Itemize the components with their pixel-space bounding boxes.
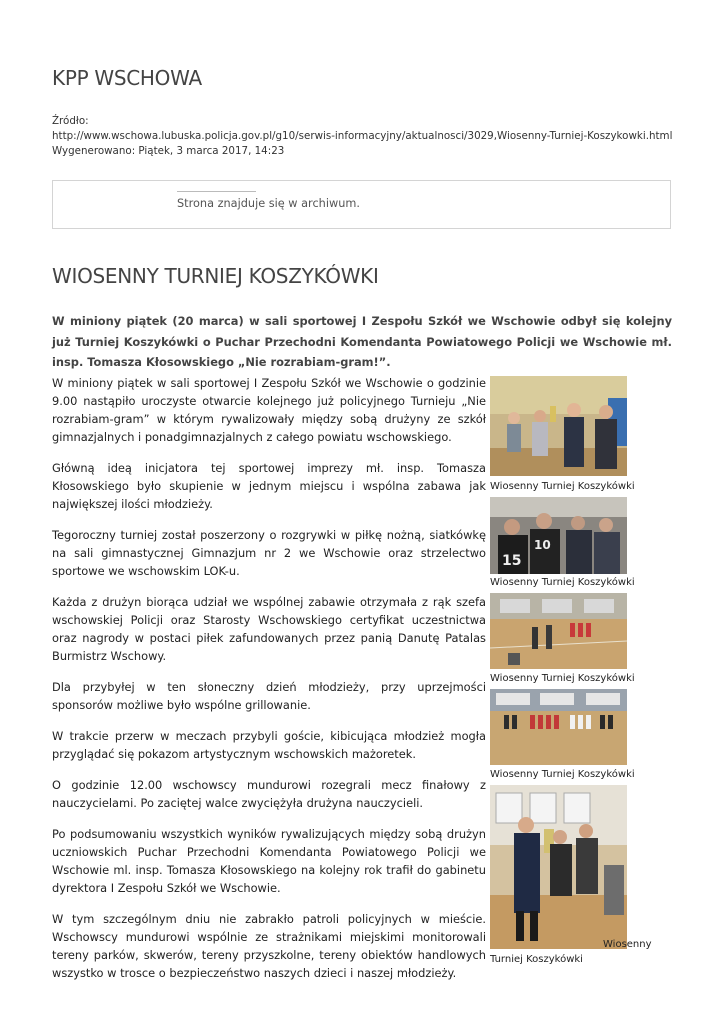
source-label: Źródło: [52, 115, 89, 127]
archive-divider [177, 191, 256, 192]
photo-caption: Wiosenny Turniej Koszykówki [490, 673, 635, 684]
paragraph: O godzinie 12.00 wschowscy mundurowi rozegrali mecz finałowy z nauczycielami. Po zaciętej walce zwyciężyła drużyna nauczycieli. [52, 778, 486, 810]
article-lead: W miniony piątek (20 marca) w sali sportowej I Zespołu Szkół we Wschowie odbył się kolejny już Turniej Koszykówki o Puchar Przechodni Komendanta Powiatowego Policji we Wschowie mł. insp. Tomasza Kłosowskiego „Nie rozrabiam-gram!”. [52, 314, 672, 369]
paragraph: W miniony piątek w sali sportowej I Zespołu Szkół we Wschowie o godzinie 9.00 nastąpiło uroczyste otwarcie kolejnego już policyjnego Turnieju „Nie rozrabiam-gram” w którym rywalizowały między sobą drużyny ze szkół gimnazjalnych i ponadgimnazjalnych z całego powiatu wschowskiego. [52, 376, 486, 444]
photo-caption: Wiosenny Turniej Koszykówki [490, 769, 635, 780]
gallery-photo-players[interactable] [490, 497, 627, 574]
paragraph: Dla przybyłej w ten słoneczny dzień młodzieży, przy uprzejmości sponsorów możliwe było wspólne grillowanie. [52, 680, 486, 712]
svg-text:15: 15 [502, 553, 522, 569]
gallery-photo-trophy[interactable] [490, 376, 627, 476]
paragraph: Każda z drużyn biorąca udział we wspólnej zabawie otrzymała z rąk szefa wschowskiej Policji oraz Starosty Wschowskiego certyfikat uczestnictwa oraz nagrody w postaci piłek zafundowanych przez panią Danutę Patalas Burmistrz Wschowy. [52, 595, 486, 663]
gallery-photo-gym[interactable] [490, 593, 627, 669]
gallery-photo-officer[interactable] [490, 785, 627, 949]
paragraph: W trakcie przerw w meczach przybyli goście, kibicująca młodzież mogła przyglądać się pokazom artystycznym wschowskich mażoretek. [52, 729, 486, 761]
photo-caption: Wiosenny Turniej Koszykówki [490, 577, 635, 588]
article-title: WIOSENNY TURNIEJ KOSZYKÓWKI [52, 264, 379, 288]
paragraph: Po podsumowaniu wszystkich wyników rywalizujących między sobą drużyn uczniowskich Puchar Przechodni Komendanta Powiatowego Policji we Wschowie ml. insp. Tomasza Kłosowskiego na kolejny rok trafił do gabinetu dyrektora I Zespołu Szkół we Wschowie. [52, 827, 486, 895]
archive-notice [52, 180, 671, 229]
photo-caption: Wiosenny Turniej Koszykówki [490, 481, 635, 492]
generated-date: Wygenerowano: Piątek, 3 marca 2017, 14:23 [52, 145, 285, 157]
paragraph: Główną ideą inicjatora tej sportowej imprezy mł. insp. Tomasza Kłosowskiego było skupienie w jednym miejscu i wspólna zabawa jak największej ilości młodzieży. [52, 461, 486, 511]
article-body [52, 374, 486, 995]
paragraph: Tegoroczny turniej został poszerzony o rozgrywki w piłkę nożną, siatkówkę na sali gimnastycznej Gimnazjum nr 2 we Wschowie oraz strzelectwo sportowe we wschowskim LOK-u. [52, 528, 486, 578]
photo-caption: Wiosenny [603, 939, 652, 950]
svg-text:10: 10 [534, 538, 551, 552]
document-meta [52, 114, 692, 159]
photo-caption: Turniej Koszykówki [490, 954, 583, 965]
paragraph: W tym szczególnym dniu nie zabrakło patroli policyjnych w mieście. Wschowscy mundurowi wspólnie ze strażnikami miejskimi monitorowali tereny parków, skwerów, tereny przyszkolne, tereny obiektów handlowych wszystko w trosce o bezpieczeństwo naszych dzieci i naszej młodzieży. [52, 912, 486, 980]
site-title: KPP WSCHOWA [52, 66, 202, 90]
source-url[interactable]: http://www.wschowa.lubuska.policja.gov.pl/g10/serwis-informacyjny/aktualnosci/3029,Wiosenny-Turniej-Koszykowki.html [52, 130, 673, 142]
gallery-photo-teams[interactable] [490, 689, 627, 765]
archive-message: Strona znajduje się w archiwum. [177, 197, 360, 210]
